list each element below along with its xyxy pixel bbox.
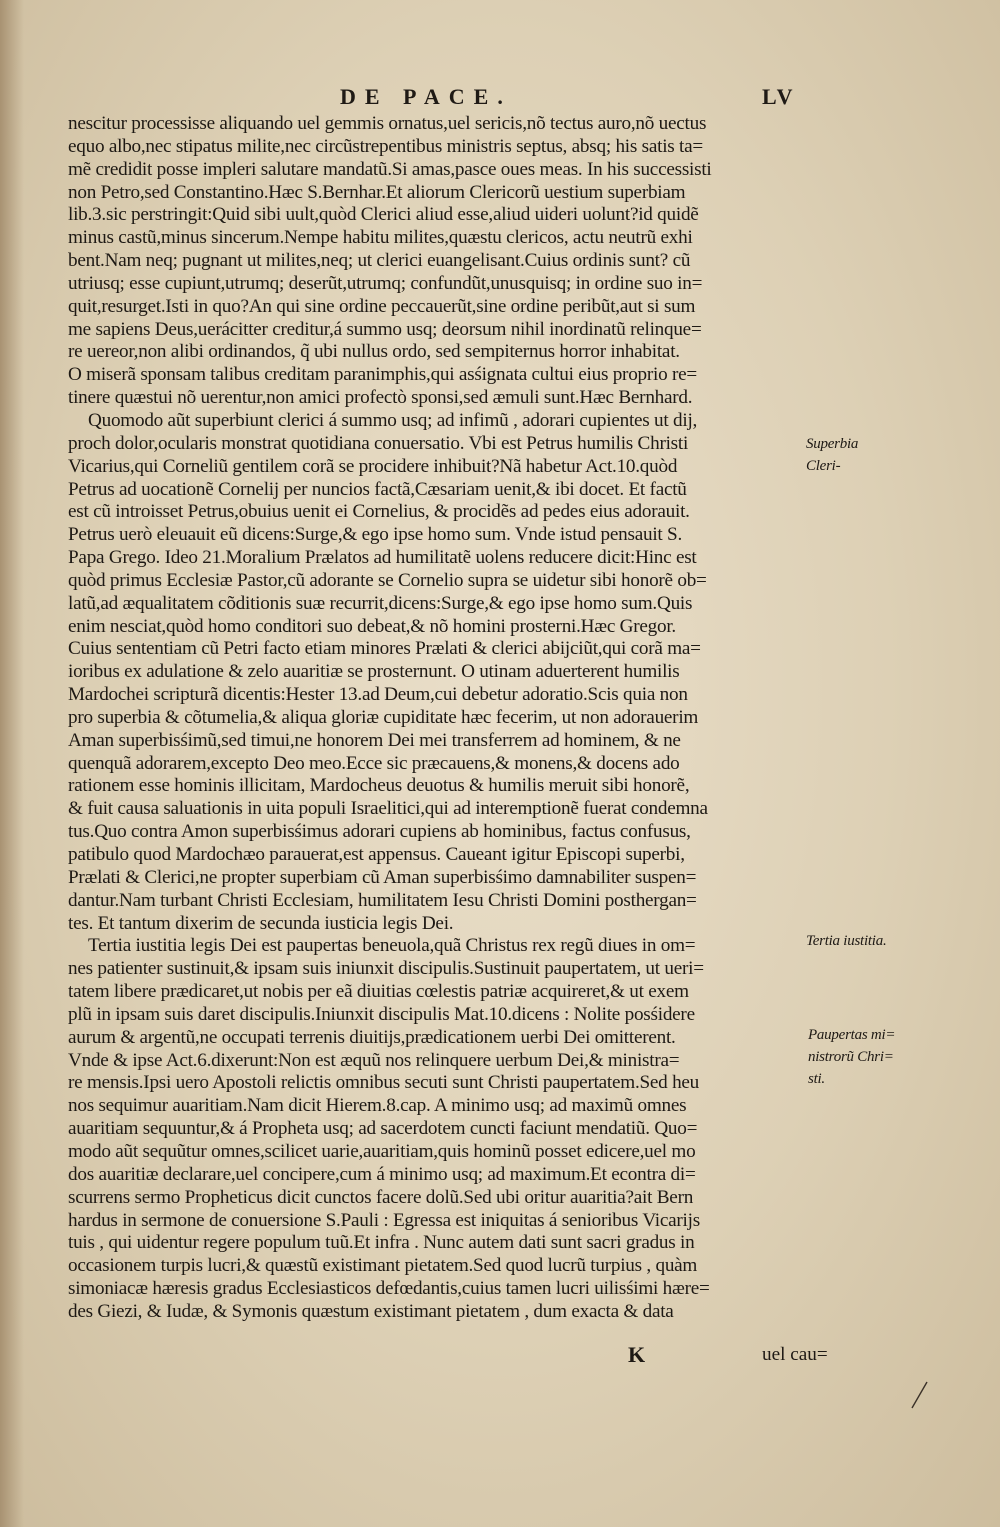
text-line: tes. Et tantum dixerim de secunda iusticia legis Dei.	[68, 912, 454, 934]
text-line: nos sequimur auaritiam.Nam dicit Hierem.8.cap. A minimo usq; ad maximũ omnes	[68, 1095, 687, 1117]
text-line: & fuit causa saluationis in uita populi Israelitici,qui ad interemptionẽ fuerat condemna	[68, 798, 708, 820]
text-line: equo albo,nec stipatus milite,nec circũstrepentibus ministris septus, absq; his satis ta=	[68, 135, 703, 157]
text-line: dantur.Nam turbant Christi Ecclesiam, humilitatem Iesu Christi Domini posthergan=	[68, 889, 697, 911]
text-line: non Petro,sed Constantino.Hæc S.Bernhar.Et aliorum Clericorũ uestium superbiam	[68, 181, 686, 203]
text-line: Vicarius,qui Corneliũ gentilem corã se procidere inhibuit?Nã habetur Act.10.quòd	[68, 455, 678, 477]
text-line: quenquã adorarem,excepto Deo meo.Ecce sic præcauens,& monens,& docens ado	[68, 752, 680, 774]
text-line: enim nesciat,quòd homo conditori suo debeat,& nõ homini prosterni.Hæc Gregor.	[68, 615, 676, 637]
text-line: tinere quæstui nõ uerentur,non amici profectò sponsi,sed æmuli sunt.Hæc Bernhard.	[68, 387, 693, 409]
text-line: minus castũ,minus sincerum.Nempe habitu milites,quæstu clericos, actu neutrũ exhi	[68, 227, 693, 249]
text-line: utriusq; esse cupiunt,utrumq; deserũt,utrumq; confundũt,unusquisq; in ordine suo in=	[68, 272, 703, 294]
margin-note-line: Cleri-	[806, 458, 841, 474]
text-line: Petrus uerò eleuauit eũ dicens:Surge,& ego ipse homo sum. Vnde istud pensauit S.	[68, 524, 682, 546]
text-line: Vnde & ipse Act.6.dixerunt:Non est æquũ nos relinquere uerbum Dei,& ministra=	[68, 1049, 680, 1071]
body-text	[68, 113, 808, 1324]
text-line: lib.3.sic perstringit:Quid sibi uult,quòd Clerici aliud esse,aliud uideri uolunt?id quidẽ	[68, 204, 699, 226]
text-line: bent.Nam neq; pugnant ut milites,neq; ut clerici euangelisant.Cuius ordinis sunt? cũ	[68, 250, 691, 272]
text-line: Aman superbisśimũ,sed timui,ne honorem Dei mei transferrem ad hominem, & ne	[68, 729, 681, 751]
text-line: Prælati & Clerici,ne propter superbiam cũ Aman superbisśimo damnabiliter suspen=	[68, 866, 697, 888]
margin-note-line: nistrorũ Chri=	[808, 1049, 894, 1065]
text-line: quit,resurget.Isti in quo?An qui sine ordine peccauerũt,sine ordine peribũt,aut si sum	[68, 295, 696, 317]
text-line: pro superbia & cõtumelia,& aliqua gloriæ cupiditate hæc fecerim, ut non adorauerim	[68, 706, 699, 728]
running-head: DE PACE.	[340, 84, 512, 109]
text-line: tus.Quo contra Amon superbisśimus adorari cupiens ab hominibus, factus confusus,	[68, 821, 691, 843]
text-line: ioribus ex adulatione & zelo auaritiæ se prosternunt. O utinam aduerterent humilis	[68, 661, 680, 683]
text-line: latũ,ad æqualitatem cõditionis suæ recurrit,dicens:Surge,& ego ipse homo sum.Quis	[68, 592, 693, 614]
text-line: est cũ introisset Petrus,obuius uenit ei Cornelius, & procidẽs ad pedes eius adorauit.	[68, 501, 690, 523]
text-line: mẽ credidit posse impleri salutare mandatũ.Si amas,pasce oues meas. In his successisti	[68, 158, 712, 180]
margin-note-paupertas	[808, 1024, 895, 1090]
text-line: O miserã sponsam talibus creditam paranimphis,qui asśignata cultui eius proprio re=	[68, 364, 697, 386]
text-line: plũ in ipsam suis daret discipulis.Iniunxit discipulis Mat.10.dicens : Nolite posśidere	[68, 1003, 695, 1025]
text-line: tuis , qui uidentur regere populum tuũ.Et infra . Nunc autem dati sunt sacri gradus in	[68, 1232, 695, 1254]
text-line: me sapiens Deus,uerácitter creditur,á summo usq; deorsum nihil inordinatũ relinque=	[68, 318, 702, 340]
text-line: re uereor,non alibi ordinandos, q̃ ubi nullus ordo, sed sempiternus horror inhabitat.	[68, 341, 680, 363]
page-header	[0, 84, 1000, 114]
text-line: nes patienter sustinuit,& ipsam suis iniunxit discipulis.Sustinuit paupertatem, ut ueri=	[68, 958, 704, 980]
text-line: modo aũt sequũtur omnes,scilicet uarie,auaritiam,quis hominũ posset edicere,uel mo	[68, 1140, 696, 1162]
margin-note-superbia	[806, 433, 858, 477]
signature-mark: K	[628, 1342, 646, 1367]
text-line: auaritiam sequuntur,& á Propheta usq; ad sacerdotem cuncti faciunt mendatiũ. Quo=	[68, 1118, 698, 1140]
text-line: dos auaritiæ declarare,uel concipere,cum á minimo usq; ad maximum.Et econtra di=	[68, 1163, 696, 1185]
margin-note-line: Paupertas mi=	[808, 1027, 896, 1043]
text-line: Papa Grego. Ideo 21.Moralium Prælatos ad humilitatẽ uolens reducere dicit:Hinc est	[68, 547, 697, 569]
margin-note-line: Superbia	[806, 436, 859, 452]
text-line: nescitur processisse aliquando uel gemmis ornatus,uel sericis,nõ tectus auro,nõ uectus	[68, 113, 707, 134]
text-line: rationem esse hominis illicitam, Mardocheus deuotus & humilis meruit sibi honorẽ,	[68, 775, 690, 797]
text-line: Mardochei scripturã dicentis:Hester 13.ad Deum,cui debetur adoratio.Scis quia non	[68, 684, 688, 706]
catchword: uel cau=	[762, 1344, 828, 1365]
text-line: Tertia iustitia legis Dei est paupertas beneuola,quã Christus rex regũ diues in om=	[88, 935, 696, 957]
text-line: proch dolor,ocularis monstrat quotidiana conuersatio. Vbi est Petrus humilis Christi	[68, 432, 689, 454]
text-line: occasionem turpis lucri,& quæstũ existimant pietatem.Sed quod lucrũ turpius , quàm	[68, 1255, 698, 1277]
text-line: simoniacæ hæresis gradus Ecclesiasticos defœdantis,cuius tamen lucri uilisśimi hære=	[68, 1278, 710, 1300]
text-line: scurrens sermo Propheticus dicit cunctos facere dolũ.Sed ubi oritur auaritia?ait Bern	[68, 1186, 694, 1208]
text-line: aurum & argentũ,ne occupati terrenis diuitijs,prædicationem uerbi Dei omitterent.	[68, 1026, 676, 1048]
text-line: tatem libere prædicaret,ut nobis per eã diuitias cœlestis patriæ acquireret,& ut exem	[68, 981, 689, 1003]
text-line: des Giezi, & Iudæ, & Symonis quæstum existimant pietatem , dum exacta & data	[68, 1300, 674, 1322]
text-line: patibulo quod Mardochæo parauerat,est appensus. Caueant igitur Episcopi superbi,	[68, 844, 685, 865]
margin-note-line: sti.	[808, 1071, 825, 1087]
text-line: Petrus ad uocationẽ Cornelij per nuncios factã,Cæsariam uenit,& ibi docet. Et factũ	[68, 478, 687, 500]
text-line: re mensis.Ipsi uero Apostoli relictis omnibus secuti sunt Christi paupertatem.Sed heu	[68, 1072, 700, 1094]
margin-note-line: Tertia iustitia.	[806, 933, 887, 949]
text-line: hardus in sermone de conuersione S.Pauli : Egressa est iniquitas á senioribus Vicarijs	[68, 1209, 700, 1231]
folio-number: LV	[762, 84, 795, 109]
text-line: quòd primus Ecclesiæ Pastor,cũ adorante se Cornelio supra se uidetur sibi honorẽ ob=	[68, 569, 707, 591]
text-line: Cuius sententiam cũ Petri facto etiam minores Prælati & clerici abijciũt,qui corã ma=	[68, 638, 701, 660]
margin-note-tertia-iustitia	[806, 930, 886, 952]
text-line: Quomodo aũt superbiunt clerici á summo usq; ad infimũ , adorari cupientes ut dij,	[88, 409, 698, 431]
pen-mark-icon	[908, 1380, 930, 1410]
